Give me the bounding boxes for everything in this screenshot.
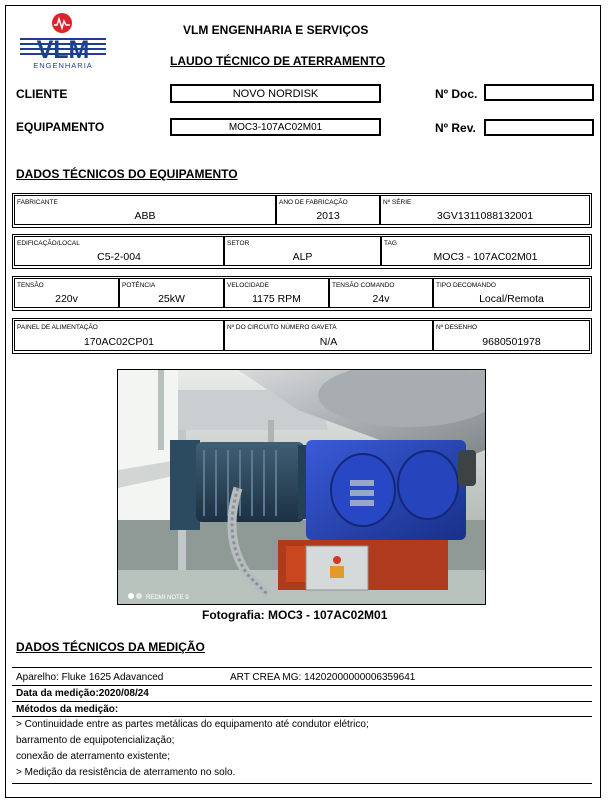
logo-graphic <box>16 12 108 72</box>
equipment-section-title: DADOS TÉCNICOS DO EQUIPAMENTO <box>16 167 238 181</box>
edificacao-cell <box>14 236 224 266</box>
metodos-line-2: barramento de equipotencialização; <box>16 735 175 746</box>
serie-label: Nº SÉRIE <box>383 199 412 206</box>
company-name: VLM ENGENHARIA E SERVIÇOS <box>183 23 369 37</box>
tensao-comando-value: 24v <box>372 293 390 305</box>
serie-value: 3GV1311088132001 <box>436 210 534 222</box>
tensao-value: 220v <box>55 293 78 305</box>
tipo-comando-label: TIPO DECOMANDO <box>436 282 496 289</box>
painel-cell <box>14 320 224 351</box>
divider <box>12 701 592 702</box>
edificacao-value: C5-2-004 <box>97 251 141 263</box>
tipo-comando-cell <box>433 278 590 308</box>
velocidade-label: VELOCIDADE <box>227 282 269 289</box>
logo-text: VLM <box>36 36 90 64</box>
metodos-title: Métodos da medição: <box>16 704 119 715</box>
tipo-comando-value: Local/Remota <box>479 293 544 305</box>
fabricante-label: FABRICANTE <box>17 199 58 206</box>
desenho-label: Nº DESENHO <box>436 324 478 331</box>
ano-cell <box>276 195 380 225</box>
aparelho-text: Aparelho: Fluke 1625 Adavanced <box>16 672 164 683</box>
logo-subtext: ENGENHARIA <box>33 61 93 70</box>
painel-value: 170AC02CP01 <box>83 336 155 348</box>
tensao-label: TENSÃO <box>17 282 44 289</box>
potencia-value: 25kW <box>158 293 185 305</box>
setor-cell <box>224 236 381 266</box>
circuito-cell <box>224 320 433 351</box>
velocidade-cell <box>224 278 329 308</box>
painel-label: PAINEL DE ALIMENTAÇÃO <box>17 324 98 331</box>
fabricante-value: ABB <box>134 210 156 222</box>
velocidade-value: 1175 RPM <box>252 293 301 305</box>
tag-value: MOC3 - 107AC02M01 <box>433 251 538 263</box>
photo-caption: Fotografia: MOC3 - 107AC02M01 <box>202 608 388 622</box>
divider <box>12 667 592 668</box>
ndoc-value <box>484 84 594 101</box>
setor-value: ALP <box>292 251 313 263</box>
nrev-value <box>484 119 594 136</box>
potencia-cell <box>119 278 224 308</box>
ano-value: 2013 <box>316 210 340 222</box>
desenho-value: 9680501978 <box>482 336 541 348</box>
data-medicao-text: Data da medição:2020/08/24 <box>16 688 149 699</box>
circuito-label: Nº DO CIRCUITO NÚMERO GAVETA <box>227 324 337 331</box>
ano-label: ANO DE FABRICAÇÃO <box>279 199 348 206</box>
equipment-photo <box>117 369 486 605</box>
photo-watermark: REDMI NOTE 9 <box>146 595 189 601</box>
crea-text: ART CREA MG: 14202000000006359641 <box>230 672 416 683</box>
equipment-photo-graphic <box>118 370 485 604</box>
measurement-section-title: DADOS TÉCNICOS DA MEDIÇÃO <box>16 640 205 654</box>
metodos-line-1: > Continuidade entre as partes metálicas do equipamento até condutor elétrico; <box>16 719 369 730</box>
potencia-label: POTÊNCIA <box>122 282 156 289</box>
tag-label: TAG <box>384 240 397 247</box>
nrev-label: Nº Rev. <box>435 121 476 135</box>
edificacao-label: EDIFICAÇÃO/LOCAL <box>17 240 80 247</box>
ndoc-label: Nº Doc. <box>435 87 478 101</box>
serie-cell <box>380 195 590 225</box>
report-title: LAUDO TÉCNICO DE ATERRAMENTO <box>170 54 386 68</box>
divider <box>12 716 592 717</box>
setor-label: SETOR <box>227 240 250 247</box>
desenho-cell <box>433 320 590 351</box>
tensao-comando-label: TENSÃO COMANDO <box>332 282 395 289</box>
divider <box>12 685 592 686</box>
tensao-cell <box>14 278 119 308</box>
metodos-line-4: > Medição da resistência de aterramento no solo. <box>16 767 236 778</box>
tag-cell <box>381 236 590 266</box>
circuito-value: N/A <box>319 336 338 348</box>
equipamento-label: EQUIPAMENTO <box>16 120 105 134</box>
company-logo <box>16 12 108 72</box>
fabricante-cell <box>14 195 276 225</box>
tensao-comando-cell <box>329 278 433 308</box>
cliente-value: NOVO NORDISK <box>170 84 381 103</box>
metodos-line-3: conexão de aterramento existente; <box>16 751 170 762</box>
equipamento-value: MOC3-107AC02M01 <box>170 118 381 136</box>
cliente-label: CLIENTE <box>16 87 68 101</box>
divider <box>12 783 592 784</box>
